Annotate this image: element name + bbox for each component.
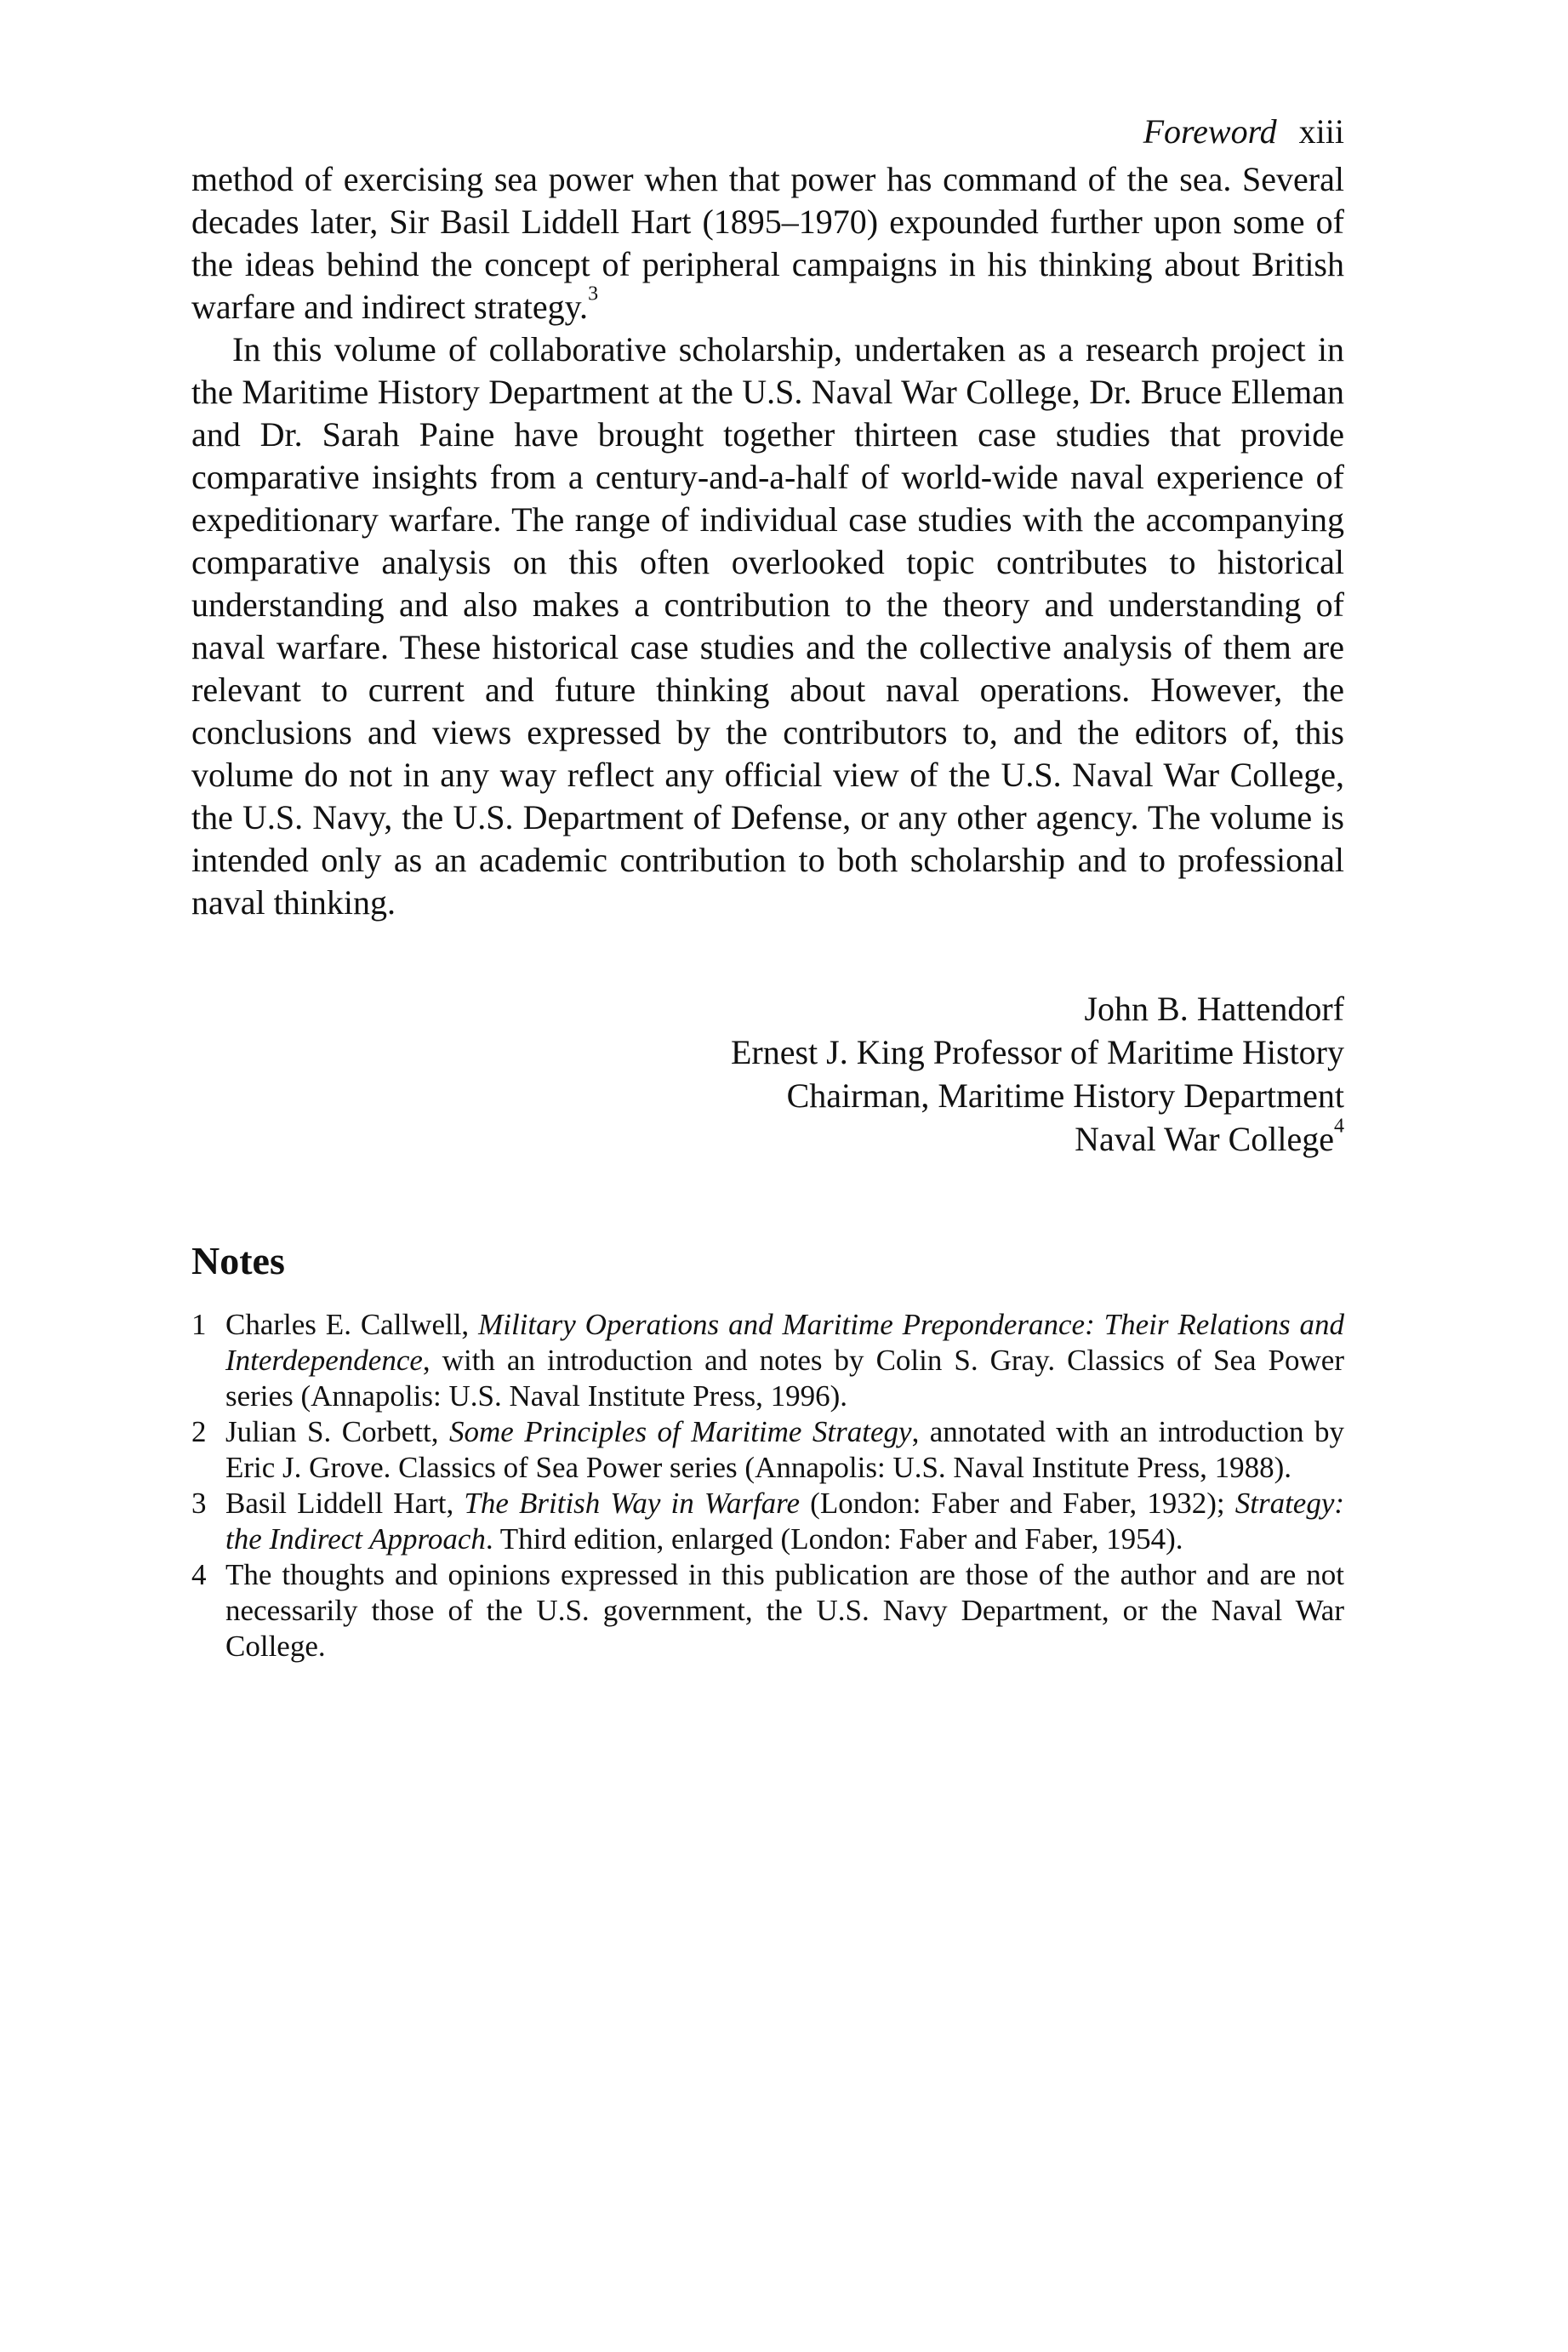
running-head: [191, 111, 1344, 158]
paragraph-text: method of exercising sea power when that power has command of the sea. Several decades later, Sir Basil Liddell Hart (1895–1970) expounded further upon some of the ideas behind the concept of peripheral campaigns in his thinking about British warfare and indirect strategy.: [191, 160, 1344, 326]
signature-title: Ernest J. King Professor of Maritime History: [730, 1033, 1344, 1071]
note-number: 1: [191, 1308, 207, 1341]
body-paragraph: In this volume of collaborative scholarship, undertaken as a research project in the Maritime History Department at the U.S. Naval War College, Dr. Bruce Elleman and Dr. Sarah Paine have brought together thirteen case studies that provide comparative insights from a century-and-a-half of world-wide naval experience of expeditionary warfare. The range of individual case studies with the accompanying comparative analysis on this often overlooked topic contributes to historical understanding and also makes a contribution to the theory and understanding of naval warfare. These historical case studies and the collective analysis of them are relevant to current and future thinking about naval operations. However, the conclusions and views expressed by the contributors to, and the editors of, this volume do not in any way reflect any official view of the U.S. Naval War College, the U.S. Navy, the U.S. Department of Defense, or any other agency. The volume is intended only as an academic contribution to both scholarship and to professional naval thinking.: [191, 330, 1344, 922]
note-title: Military Operations and Maritime Preponderance: Their Relations and Interdependence: [225, 1308, 1344, 1377]
note-number: 2: [191, 1415, 207, 1448]
body-paragraph: [191, 158, 1344, 328]
signature-block: [191, 987, 1344, 1161]
signature-role: Chairman, Maritime History Department: [786, 1076, 1344, 1115]
institution-text: Naval War College: [1075, 1120, 1334, 1158]
note-text-part: (London: Faber and Faber, 1932);: [800, 1487, 1235, 1520]
note-text-part: , with an introduction and notes by Colin S. Gray. Classics of Sea Power series (Annapolis: U.S. Naval Institute Press, 1996).: [225, 1344, 1344, 1413]
footnote-reference: 3: [588, 283, 599, 305]
note-text: The thoughts and opinions expressed in this publication are those of the author and are not necessarily those of the U.S. government, the U.S. Navy Department, or the Naval War College.: [225, 1558, 1344, 1663]
note-number: 3: [191, 1487, 207, 1520]
note-text: [225, 1486, 1344, 1557]
note-title: The British Way in Warfare: [464, 1487, 801, 1520]
signature-name: John B. Hattendorf: [1084, 990, 1344, 1028]
note-number: 4: [191, 1558, 207, 1591]
note-item: [191, 1486, 1344, 1557]
note-title: Strategy: the Indirect Approach: [225, 1487, 1345, 1556]
book-page: [191, 111, 1344, 1664]
note-text-part: . Third edition, enlarged (London: Faber and Faber, 1954).: [485, 1522, 1183, 1556]
note-text-part: Charles E. Callwell,: [225, 1308, 479, 1341]
note-title: Some Principles of Maritime Strategy: [448, 1415, 912, 1448]
note-text: [225, 1414, 1344, 1486]
notes-list: [191, 1307, 1344, 1664]
foreword-body: [191, 158, 1344, 924]
note-item: [191, 1307, 1344, 1414]
notes-heading: Notes: [191, 1239, 285, 1282]
note-item: [191, 1557, 1344, 1664]
note-text-part: Julian S. Corbett,: [225, 1415, 449, 1448]
note-text-part: , annotated with an introduction by Eric J. Grove. Classics of Sea Power series (Annapolis: U.S. Naval Institute Press, 1988).: [225, 1415, 1344, 1484]
note-text-part: Basil Liddell Hart,: [225, 1487, 465, 1520]
footnote-reference: 4: [1334, 1115, 1344, 1138]
page-number: xiii: [1298, 112, 1344, 151]
note-text: [225, 1307, 1344, 1414]
signature-institution: [191, 1117, 1344, 1161]
running-head-section: Foreword: [1143, 112, 1277, 151]
note-item: [191, 1414, 1344, 1486]
